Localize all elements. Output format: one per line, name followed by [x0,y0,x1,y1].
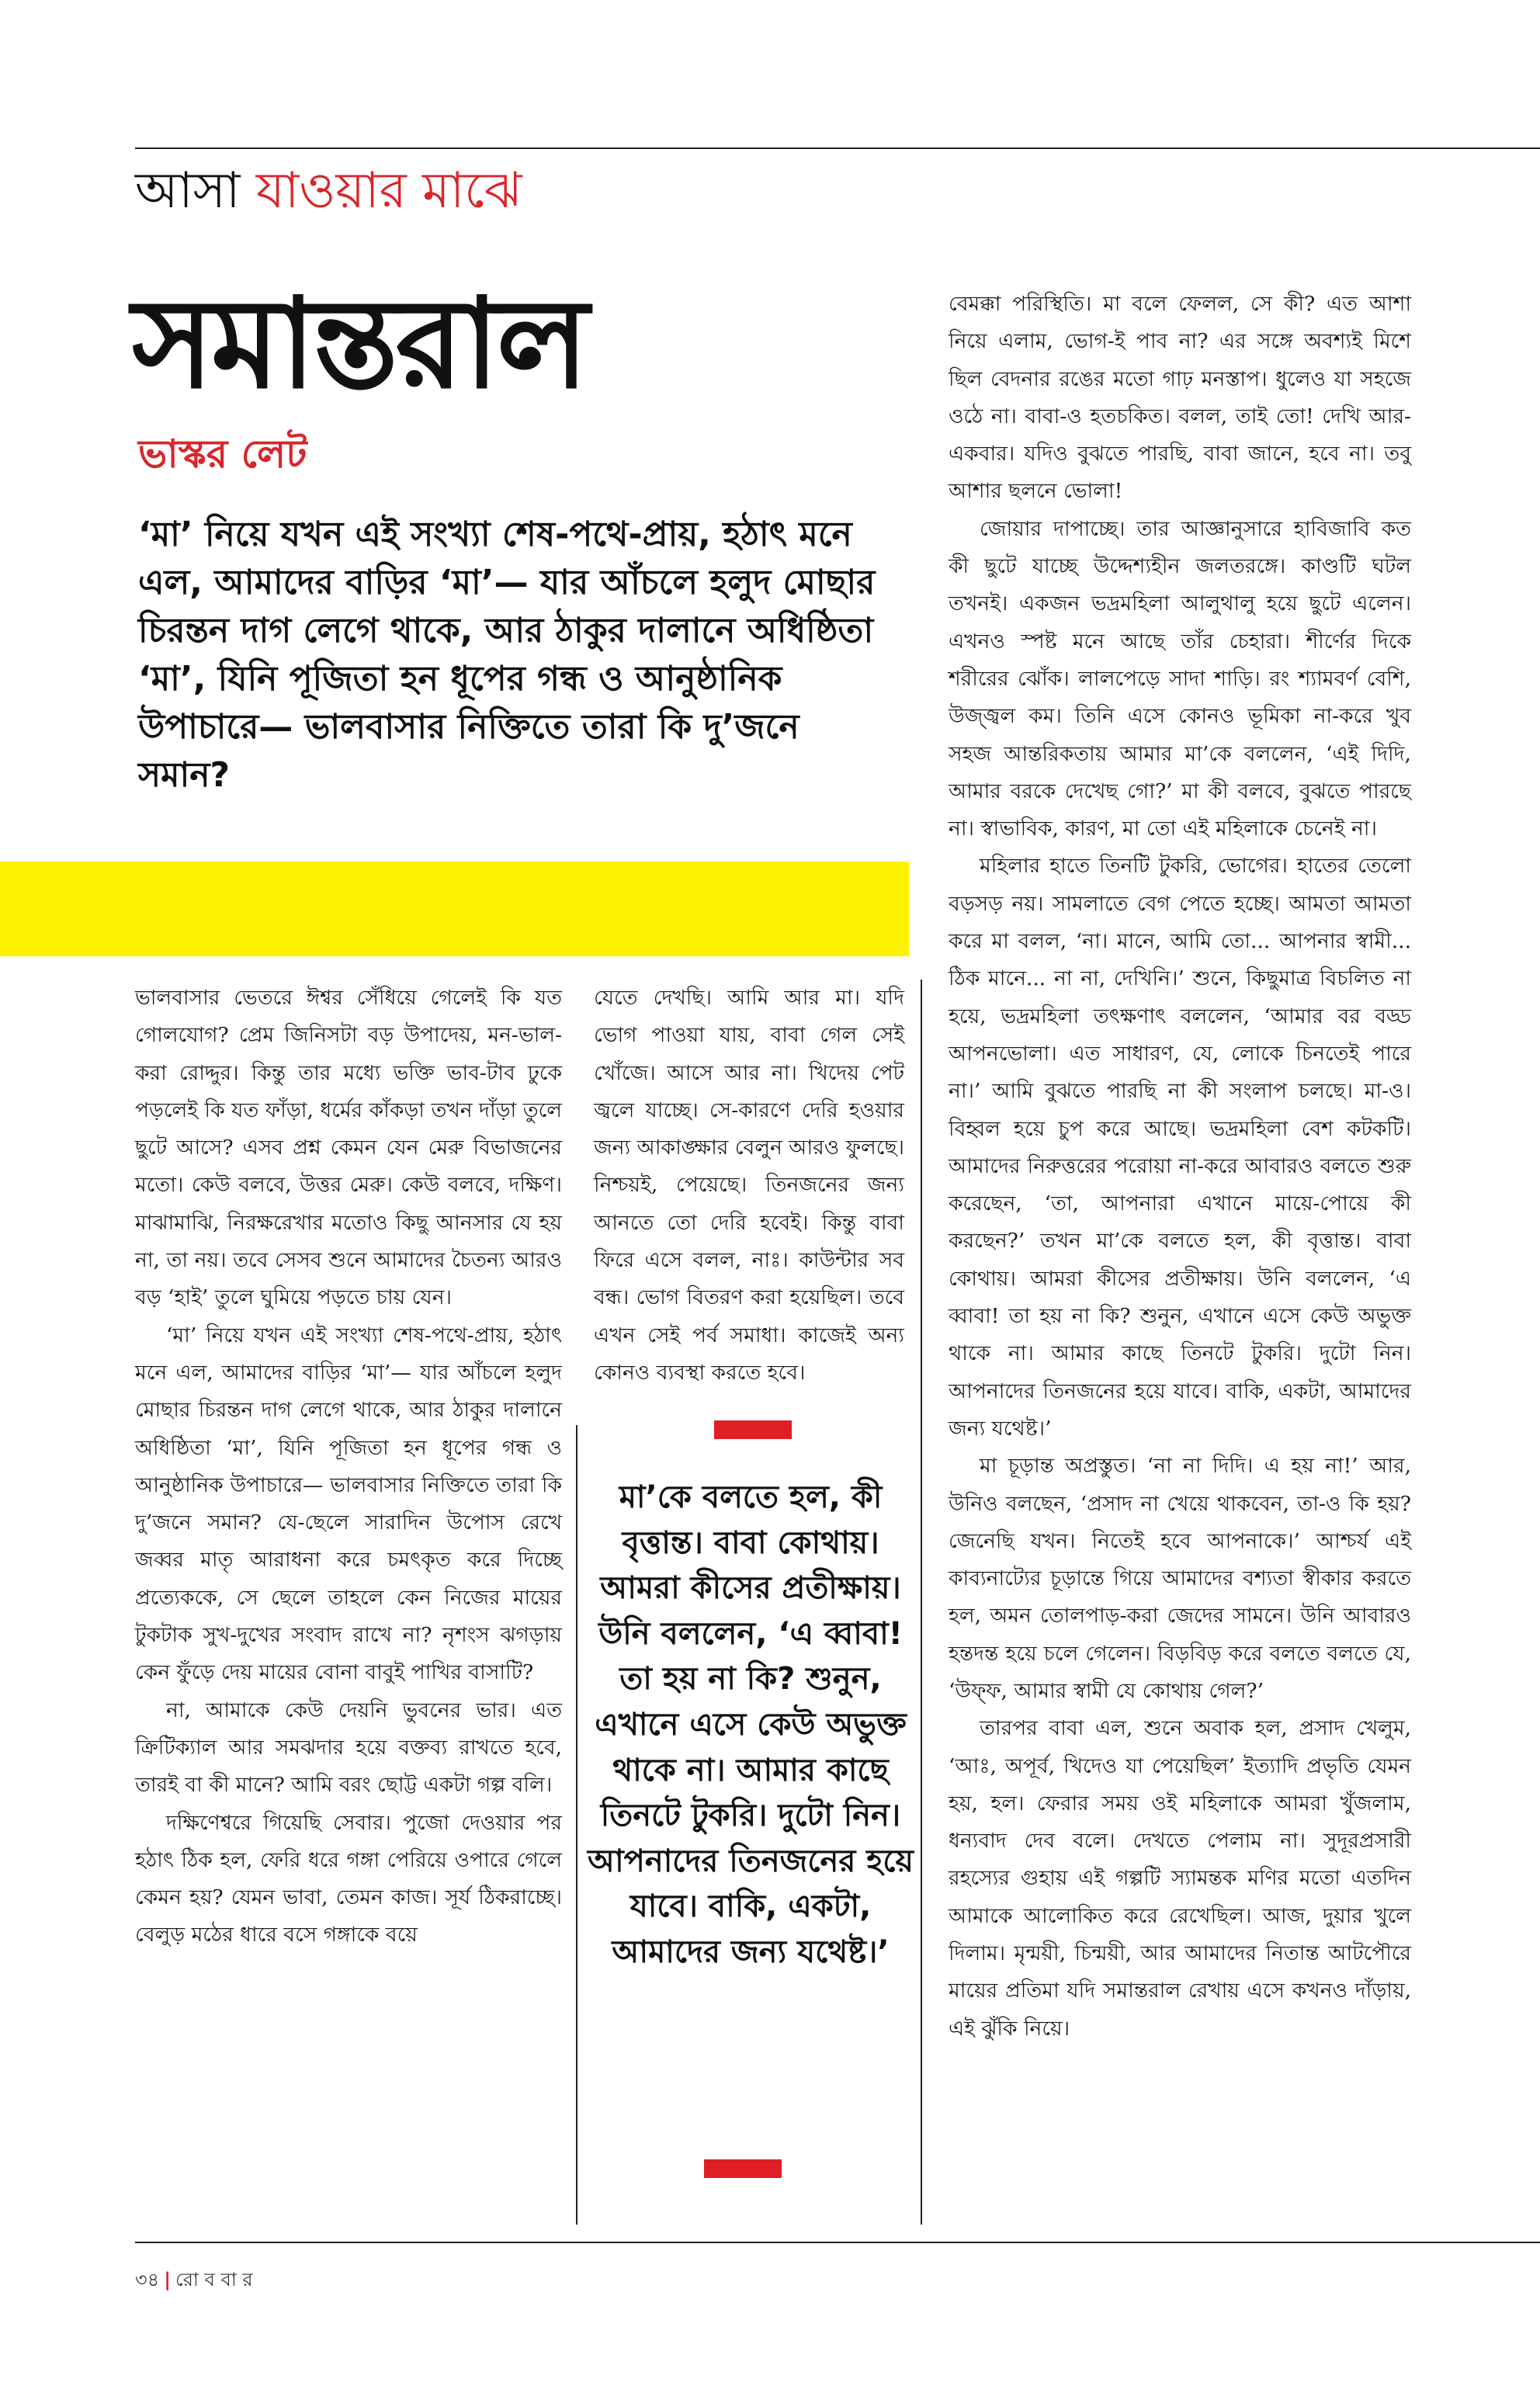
pull-quote-bottom-bar [704,2159,782,2178]
body-paragraph: মহিলার হাতে তিনটি টুকরি, ভোগের। হাতের তেলো বড়সড় নয়। সামলাতে বেগ পেতে হচ্ছে। আমতা আমতা করে মা বলল, ‘না। মানে, আমি তো... আপনার স্বামী... ঠিক মানে... না না, দেখিনি।’ শুনে, কিছুমাত্র বিচলিত না হয়ে, ভদ্রমহিলা তৎক্ষণাৎ বললেন, ‘আমার বর বড্ড আপনভোলা। এত সাধারণ, যে, লোকে চিনতেই পারে না।’ আমি বুঝতে পারছি না কী সংলাপ চলছে। মা-ও। বিহ্বল হয়ে চুপ করে আছে। ভদ্রমহিলা বেশ কটকটি। আমাদের নিরুত্তরের পরোয়া না-করে আবারও বলতে শুরু করেছেন, ‘তা, আপনারা এখানে মায়ে-পোয়ে কী করছেন?’ তখন মা’কে বলতে হল, কী বৃত্তান্ত। বাবা কোথায়। আমরা কীসের প্রতীক্ষায়। উনি বললেন, ‘এ ব্বাবা! তা হয় না কি? শুনুন, এখানে এসে কেউ অভুক্ত থাকে না। আমার কাছে তিনটে টুকরি। দুটো নিন। আপনাদের তিনজনের হয়ে যাবে। বাকি, একটা, আমাদের জন্য যথেষ্ট।’ [949,854,1411,1441]
author-byline: ভাস্কর লেট [138,432,307,477]
article-title: সমান্তরাল [132,270,586,416]
section-label-part1: আসা [135,162,241,220]
section-label-part2: যাওয়ার মাঝে [255,162,522,220]
body-column-3 [949,286,1411,2048]
page-footer [135,2268,253,2291]
pull-quote: মা’কে বলতে হল, কী বৃত্তান্ত। বাবা কোথায়। আমরা কীসের প্রতীক্ষায়। উনি বললেন, ‘এ ব্বাবা! তা হয় না কি? শুনুন, এখানে এসে কেউ অভুক্ত থাকে না। আমার কাছে তিনটে টুকরি। দুটো নিন। আপনাদের তিনজনের হয়ে যাবে। বাকি, একটা, আমাদের জন্য যথেষ্ট।’ [588,1479,914,1970]
column-divider-left [576,1425,578,2225]
body-column-2 [594,980,904,1392]
body-paragraph: মা চূড়ান্ত অপ্রস্তুত। ‘না না দিদি। এ হয় না!’ আর, উনিও বলছেন, ‘প্রসাদ না খেয়ে থাকবেন, তা-ও কি হয়? জেনেছি যখন। নিতেই হবে আপনাকে।’ আশ্চর্য এই কাব্যনাট্যের চূড়ান্তে গিয়ে আমাদের বশ্যতা স্বীকার করতে হল, অমন তোলপাড়-করা জেদের সামনে। উনি আবারও হন্তদন্ত হয়ে চলে গেলেন। বিড়বিড় করে বলতে বলতে যে, ‘উফ্ফ, আমার স্বামী যে কোথায় গেল?’ [949,1454,1411,1703]
column-divider-right [921,980,922,2225]
body-paragraph: তারপর বাবা এল, শুনে অবাক হল, প্রসাদ খেলুম, ‘আঃ, অপূর্ব, খিদেও যা পেয়েছিল’ ইত্যাদি প্রভৃতি যেমন হয়, হল। ফেরার সময় ওই মহিলাকে আমরা খুঁজলাম, ধন্যবাদ দেব বলে। দেখতে পেলাম না। সুদূরপ্রসারী রহস্যের গুহায় এই গল্পটি স্যামন্তক মণির মতো এতদিন আমাকে আলোকিত করে রেখেছিল। আজ, দুয়ার খুলে দিলাম। মৃন্ময়ী, চিন্ময়ী, আর আমাদের নিতান্ত আটপৌরে মায়ের প্রতিমা যদি সমান্তরাল রেখায় এসে কখনও দাঁড়ায়, এই ঝুঁকি নিয়ে। [949,1716,1411,2041]
pull-quote-top-bar [714,1420,792,1439]
body-paragraph: ‘মা’ নিয়ে যখন এই সংখ্যা শেষ-পথে-প্রায়, হঠাৎ মনে এল, আমাদের বাড়ির ‘মা’— যার আঁচলে হলুদ মোছার চিরন্তন দাগ লেগে থাকে, আর ঠাকুর দালানে অধিষ্ঠিতা ‘মা’, যিনি পূজিতা হন ধূপের গন্ধ ও আনুষ্ঠানিক উপাচারে— ভালবাসার নিক্তিতে তারা কি দু’জনে সমান? যে-ছেলে সারাদিন উপোস রেখে জব্বর মাতৃ আরাধনা করে চমৎকৃত করে দিচ্ছে প্রত্যেককে, সে ছেলে তাহলে কেন নিজের মায়ের টুকটাক সুখ-দুখের সংবাদ রাখে না? নৃশংস ঝগড়ায় কেন ফুঁড়ে দেয় মায়ের বোনা বাবুই পাখির বাসাটি? [135,1323,562,1685]
publication-name: রো ব বা র [175,2269,253,2291]
yellow-highlight-band [0,862,909,956]
body-paragraph: না, আমাকে কেউ দেয়নি ভুবনের ভার। এত ক্রিটিক্যাল আর সমঝদার হয়ে বক্তব্য রাখতে হবে, তারই বা কী মানে? আমি বরং ছোট্ট একটা গল্প বলি। [135,1698,562,1798]
lede-paragraph: ‘মা’ নিয়ে যখন এই সংখ্যা শেষ-পথে-প্রায়, হঠাৎ মনে এল, আমাদের বাড়ির ‘মা’— যার আঁচলে হলুদ মোছার চিরন্তন দাগ লেগে থাকে, আর ঠাকুর দালানে অধিষ্ঠিতা ‘মা’, যিনি পূজিতা হন ধূপের গন্ধ ও আনুষ্ঠানিক উপাচারে— ভালবাসার নিক্তিতে তারা কি দু’জনে সমান? [138,515,876,795]
top-rule [135,147,1540,149]
footer-separator: | [164,2269,171,2291]
section-label [135,160,522,222]
body-column-1 [135,980,562,1954]
body-paragraph: দক্ষিণেশ্বরে গিয়েছি সেবার। পুজো দেওয়ার পর হঠাৎ ঠিক হল, ফেরি ধরে গঙ্গা পেরিয়ে ওপারে গেলে কেমন হয়? যেমন ভাবা, তেমন কাজ। সূর্য ঠিকরাচ্ছে। বেলুড় মঠের ধারে বসে গঙ্গাকে বয়ে [135,1810,562,1947]
body-paragraph: বেমক্কা পরিস্থিতি। মা বলে ফেলল, সে কী? এত আশা নিয়ে এলাম, ভোগ-ই পাব না? এর সঙ্গে অবশ্যই মিশে ছিল বেদনার রঙের মতো গাঢ় মনস্তাপ। ধুলেও যা সহজে ওঠে না। বাবা-ও হতচকিত। বলল, তাই তো! দেখি আর-একবার। যদিও বুঝতে পারছি, বাবা জানে, হবে না। তবু আশার ছলনে ভোলা! [949,292,1411,504]
body-paragraph: ভালবাসার ভেতরে ঈশ্বর সেঁধিয়ে গেলেই কি যত গোলযোগ? প্রেম জিনিসটা বড় উপাদেয়, মন-ভাল-করা রোদ্দুর। কিন্তু তার মধ্যে ভক্তি ভাব-টাব ঢুকে পড়লেই কি যত ফাঁড়া, ধর্মের কাঁকড়া তখন দাঁড়া তুলে ছুটে আসে? এসব প্রশ্ন কেমন যেন মেরু বিভাজনের মতো। কেউ বলবে, উত্তর মেরু। কেউ বলবে, দক্ষিণ। মাঝামাঝি, নিরক্ষরেখার মতোও কিছু আনসার যে হয় না, তা নয়। তবে সেসব শুনে আমাদের চৈতন্য আরও বড় ‘হাই’ তুলে ঘুমিয়ে পড়তে চায় যেন। [135,986,562,1310]
page-number: ৩৪ [135,2269,160,2291]
body-paragraph: জোয়ার দাপাচ্ছে। তার আজ্ঞানুসারে হাবিজাবি কত কী ছুটে যাচ্ছে উদ্দেশ্যহীন জলতরঙ্গে। কাণ্ডটি ঘটল তখনই। একজন ভদ্রমহিলা আলুথালু হয়ে ছুটে এলেন। এখনও স্পষ্ট মনে আছে তাঁর চেহারা। শীর্ণের দিকে শরীরের ঝোঁক। লালপেড়ে সাদা শাড়ি। রং শ্যামবর্ণ বেশি, উজ্জ্বল কম। তিনি এসে কোনও ভূমিকা না-করে খুব সহজ আন্তরিকতায় আমার মা’কে বললেন, ‘এই দিদি, আমার বরকে দেখেছ গো?’ মা কী বলবে, বুঝতে পারছে না। স্বাভাবিক, কারণ, মা তো এই মহিলাকে চেনেই না। [949,516,1411,841]
bottom-rule [135,2242,1540,2243]
body-paragraph: যেতে দেখছি। আমি আর মা। যদি ভোগ পাওয়া যায়, বাবা গেল সেই খোঁজে। আসে আর না। খিদেয় পেট জ্বলে যাচ্ছে। সে-কারণে দেরি হওয়ার জন্য আকাঙ্ক্ষার বেলুন আরও ফুলছে। নিশ্চয়ই, পেয়েছে। তিনজনের জন্য আনতে তো দেরি হবেই। কিন্তু বাবা ফিরে এসে বলল, নাঃ। কাউন্টার সব বন্ধ। ভোগ বিতরণ করা হয়েছিল। তবে এখন সেই পর্ব সমাধা। কাজেই অন্য কোনও ব্যবস্থা করতে হবে। [594,986,904,1385]
